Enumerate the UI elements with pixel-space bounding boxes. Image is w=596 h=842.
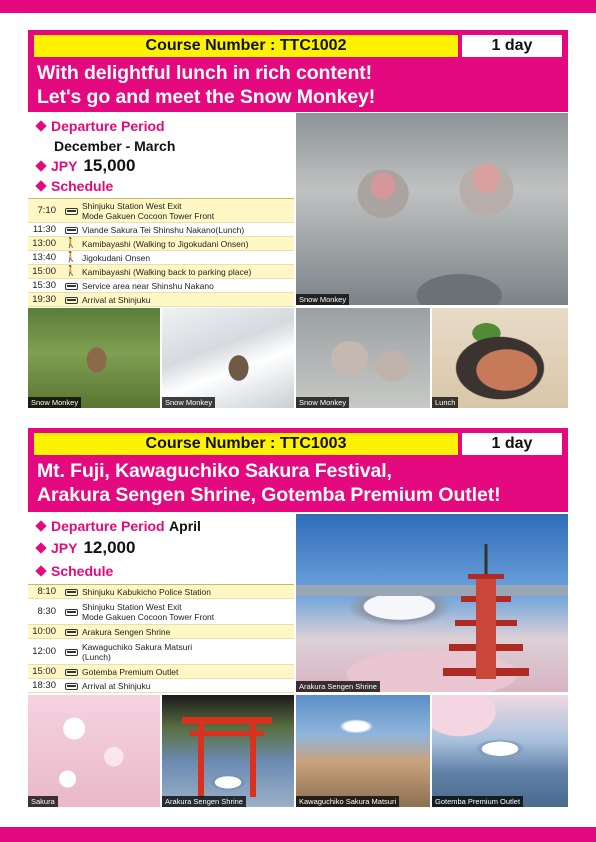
diamond-bullet-icon <box>35 521 46 532</box>
photo-gotemba-outlet <box>432 695 568 807</box>
photo-kawaguchiko-matsuri <box>296 695 430 807</box>
photo-snow-monkey-main <box>296 113 568 305</box>
course-header <box>28 428 568 512</box>
photo-arakura-pagoda <box>296 514 568 692</box>
headline-line-2: Arakura Sengen Shrine, Gotemba Premium Outlet! <box>37 484 501 506</box>
headline-line-1: Mt. Fuji, Kawaguchiko Sakura Festival, <box>37 460 392 482</box>
course-ttc1002 <box>28 30 568 305</box>
photo-snow-monkey-1 <box>28 308 160 408</box>
diamond-bullet-icon <box>35 161 46 172</box>
schedule-label: Schedule <box>51 178 114 194</box>
photo-snow-monkey-3 <box>296 308 430 408</box>
schedule-row: 12:00 Kawaguchiko Sakura Matsuri (Lunch) <box>28 639 294 665</box>
course-details <box>28 516 294 693</box>
photo-sakura <box>28 695 160 807</box>
schedule-table <box>28 584 294 693</box>
course-duration: 1 day <box>462 433 562 455</box>
diamond-bullet-icon <box>35 121 46 132</box>
bus-icon <box>65 609 78 616</box>
bus-icon <box>65 283 78 290</box>
course-details <box>28 116 294 307</box>
schedule-label: Schedule <box>51 563 114 579</box>
course-header <box>28 30 568 112</box>
photo-caption: Snow Monkey <box>28 397 81 408</box>
bottom-pink-band <box>0 827 596 842</box>
schedule-row: 18:30 Arrival at Shinjuku <box>28 679 294 693</box>
departure-value: December - March <box>54 138 176 154</box>
photo-torii-gate <box>162 695 294 807</box>
price-value: 15,000 <box>83 156 136 175</box>
walking-person-icon: 🚶 <box>64 252 78 264</box>
course-number: Course Number : TTC1003 <box>34 433 458 455</box>
schedule-row: 8:30 Shinjuku Station West Exit Mode Gakuen Cocoon Tower Front <box>28 599 294 625</box>
photo-lunch <box>432 308 568 408</box>
photo-caption: Gotemba Premium Outlet <box>432 796 523 807</box>
bus-icon <box>65 589 78 596</box>
photo-caption: Snow Monkey <box>296 294 349 305</box>
bus-icon <box>65 297 78 304</box>
bus-icon <box>65 649 78 656</box>
top-pink-band <box>0 0 596 13</box>
schedule-row: 10:00 Arakura Sengen Shrine <box>28 625 294 639</box>
photo-snow-monkey-2 <box>162 308 294 408</box>
course-headline <box>37 459 564 507</box>
diamond-bullet-icon <box>35 181 46 192</box>
price-label: JPY <box>51 540 78 556</box>
photo-caption: Kawaguchiko Sakura Matsuri <box>296 796 399 807</box>
photo-caption: Snow Monkey <box>296 397 349 408</box>
course-ttc1003 <box>28 428 568 691</box>
schedule-row: 15:30 Service area near Shinshu Nakano <box>28 279 294 293</box>
schedule-row: 7:10 Shinjuku Station West Exit Mode Gakuen Cocoon Tower Front <box>28 199 294 223</box>
schedule-row: 13:40 🚶 Jigokudani Onsen <box>28 251 294 265</box>
diamond-bullet-icon <box>35 566 46 577</box>
headline-line-1: With delightful lunch in rich content! <box>37 62 373 84</box>
course-headline <box>37 61 564 109</box>
headline-line-2: Let's go and meet the Snow Monkey! <box>37 86 376 108</box>
bus-icon <box>65 629 78 636</box>
departure-label: Departure Period <box>51 518 165 534</box>
schedule-row: 15:00 🚶 Kamibayashi (Walking back to parking place) <box>28 265 294 279</box>
torii-shape <box>182 717 272 797</box>
price-label: JPY <box>51 158 78 174</box>
photo-caption: Arakura Sengen Shrine <box>162 796 246 807</box>
course-number: Course Number : TTC1002 <box>34 35 458 57</box>
departure-label: Departure Period <box>51 118 165 134</box>
pagoda-shape <box>446 544 526 684</box>
bus-icon <box>65 227 78 234</box>
departure-value: April <box>169 518 201 534</box>
schedule-row: 8:10 Shinjuku Kabukicho Police Station <box>28 585 294 599</box>
walking-person-icon: 🚶 <box>64 238 78 250</box>
schedule-row: 15:00 Gotemba Premium Outlet <box>28 665 294 679</box>
bus-icon <box>65 683 78 690</box>
photo-caption: Arakura Sengen Shrine <box>296 681 380 692</box>
schedule-row: 13:00 🚶 Kamibayashi (Walking to Jigokudani Onsen) <box>28 237 294 251</box>
walking-person-icon: 🚶 <box>64 266 78 278</box>
schedule-table <box>28 198 294 307</box>
photo-caption: Sakura <box>28 796 58 807</box>
photo-caption: Lunch <box>432 397 458 408</box>
bus-icon <box>65 208 78 215</box>
schedule-row: 11:30 Viande Sakura Tei Shinshu Nakano(Lunch) <box>28 223 294 237</box>
photo-caption: Snow Monkey <box>162 397 215 408</box>
bus-icon <box>65 669 78 676</box>
schedule-row: 19:30 Arrival at Shinjuku <box>28 293 294 307</box>
diamond-bullet-icon <box>35 543 46 554</box>
price-value: 12,000 <box>83 538 136 557</box>
course-duration: 1 day <box>462 35 562 57</box>
